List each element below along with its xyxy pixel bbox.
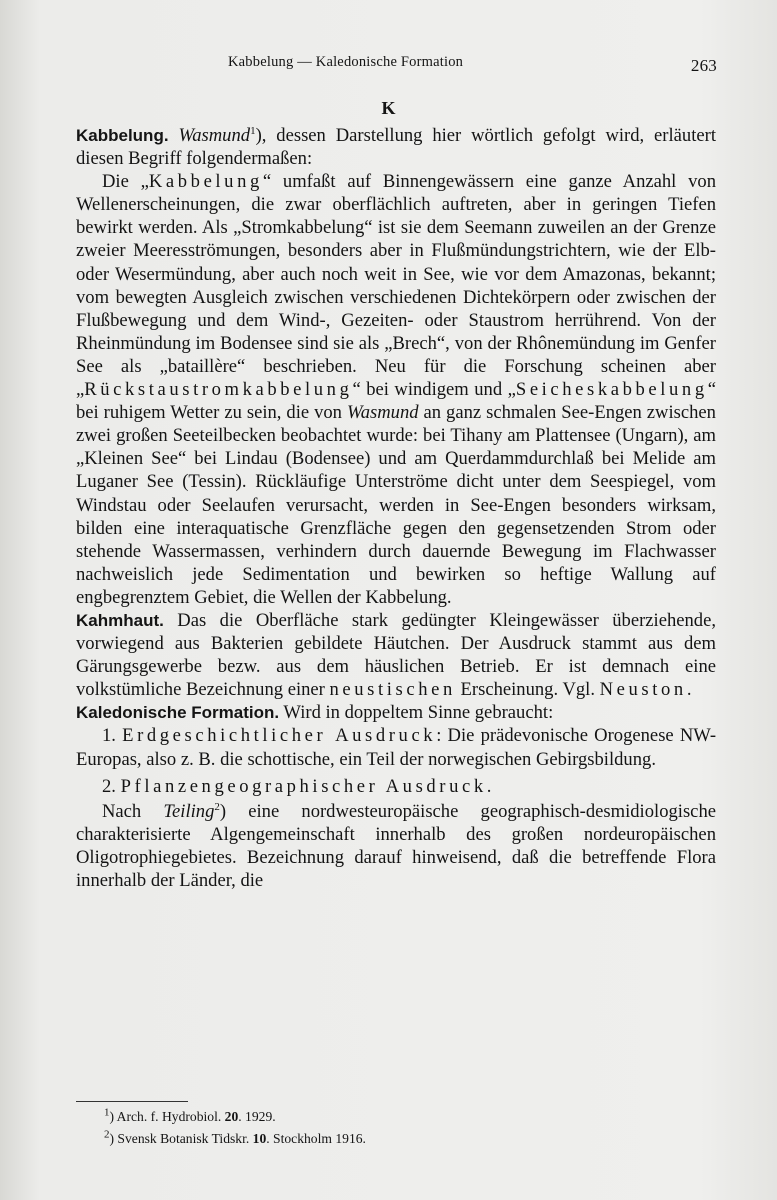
sense-number: 1. [102,725,123,747]
entry-text: ) eine nordwesteuropäische geographisch-desmidiologische charakterisierte Algengemeinschaft innerhalb des großen nordeuropäischen Oligotrophiegebietes. Bezeichnung darauf hinweisend, daß die betreffende Flora innerhalb der Länder, die [76,800,716,891]
spaced-term: Rückstaustromkabbelung [84,379,353,401]
quote-text: “ bei ruhigem Wetter zu sein, die von [76,379,716,424]
quote-text: “ bei windigem und „ [352,379,516,401]
entry-text: . [686,679,692,701]
footnote-mark: 1 [104,1106,110,1119]
running-title: Kabbelung — Kaledonische Formation [228,54,464,70]
entry-kabbelung-quote [76,170,716,609]
footnote-1 [104,1106,704,1128]
footnote-mark: 2 [104,1128,110,1141]
footnote-divider [76,1101,188,1102]
entry-kaledonische [76,701,716,724]
entry-text: : Die prädevonische Orogenese NW-Europas, also z. B. die schottische, ein Teil der norwegischen Gebirgsbildung. [76,725,717,770]
footnote-volume: 10 [252,1131,267,1146]
headword-kahmhaut: Kahmhaut. [76,610,164,630]
footnote-text: . 1929. [238,1109,276,1124]
headword-kabbelung: Kabbelung. [76,126,169,145]
footnote-ref-2[interactable]: 2 [214,800,220,813]
entry-kabbelung-intro [76,124,716,170]
entry-kaledonische-sense-2-text [76,800,716,892]
footnote-text: . Stockholm 1916. [266,1131,366,1146]
spaced-term: Pflanzengeographischer Ausdruck [120,775,487,797]
sense-number: 2. [102,775,121,797]
author-reference: Teiling [163,800,215,822]
entry-kahmhaut [76,609,716,701]
footnote-ref-1[interactable]: 1 [250,124,256,137]
entry-text: . [486,775,492,797]
entry-text: ), dessen Darstellung hier wörtlich gefolgt wird, erläutert diesen Begriff folgendermaßen: [76,125,716,170]
quote-text: an ganz schmalen See-Engen zwischen zwei großen Seeteilbecken beobachtet wurde: bei Tihany am Plattensee (Ungarn), am „Kleinen See“ bei Lindau (Bodensee) und am Querdammdurchlaß bei Melide am Luganer See (Tessin). Rückläufige Unterströme dicht unter dem Seespiegel, vom Windstau oder Seelaufen verursacht, werden in See-Engen besonders wirksam, bilden eine interaquatische Grenzfläche gegen den gegensetzenden Strom oder stehende Wassermassen, verhindern durch dauernde Bewegung im Flachwasser nachweislich jede Sedimentation und bewirken so heftige Wallung auf engbegrenztem Gebiet, die Wellen der Kabbelung. [76,402,716,608]
headword-kaledonische: Kaledonische Formation. [76,703,280,723]
footnote-text: ) Svensk Botanisk Tidskr. [109,1131,253,1146]
author-reference: Wasmund [178,125,251,146]
page-number: 263 [690,56,717,75]
spaced-term: Seicheskabbelung [515,379,708,401]
author-reference: Wasmund [346,402,419,424]
spaced-term: Erdgeschichtlicher Ausdruck [122,725,437,747]
spaced-term: neustischen [329,679,456,701]
entry-text: Wird in doppeltem Sinne gebraucht: [279,702,554,724]
section-letter: K [381,98,396,118]
page-body [76,124,716,892]
footnote-text: ) Arch. f. Hydrobiol. [109,1109,225,1124]
quote-text: “ umfaßt auf Binnengewässern eine ganze Anzahl von Wellenerscheinungen, die zwar oberflächlich auftreten, aber in geringen Tiefen bewirkt werden. Als „Stromkabbelung“ ist sie dem Seemann zuweilen an der Grenze zweier Meeresströmungen, besonders aber in Flußmündungstrichtern, wie der Elb- oder Wesermündung, aber auch noch weit in See, wie vor dem Amazonas, bekannt; vom bewegten Ausgleich zwischen verschiedenen Dichtekörpern oder zwischen der Flußbewegung und dem Wind-, Gezeiten- oder Staustrom herrührend. Von der Rheinmündung im Bodensee sind sie als „Brech“, von der Rhônemündung im Genfer See als „bataillère“ beschrieben. Neu für die Forschung scheinen aber „ [76,171,717,401]
cross-reference[interactable]: Neuston [599,679,687,701]
entry-text: Erscheinung. Vgl. [455,679,600,701]
quote-text: Die „ [102,171,149,193]
entry-text: Nach [102,800,164,822]
footnote-2 [104,1128,704,1150]
spaced-term: Kabbelung [148,171,263,193]
footnote-volume: 20 [224,1109,239,1124]
entry-kaledonische-sense-2 [76,775,716,798]
entry-kaledonische-sense-1 [76,724,716,770]
entry-text: Das die Oberfläche stark gedüngter Kleingewässer überziehende, vorwiegend aus Bakterien gebildete Häutchen. Der Ausdruck stammt aus dem Gärungsgewerbe bezw. aus dem häuslichen Betrieb. Er ist demnach eine volkstümliche Bezeichnung einer [76,609,716,701]
footnotes [104,1106,704,1150]
